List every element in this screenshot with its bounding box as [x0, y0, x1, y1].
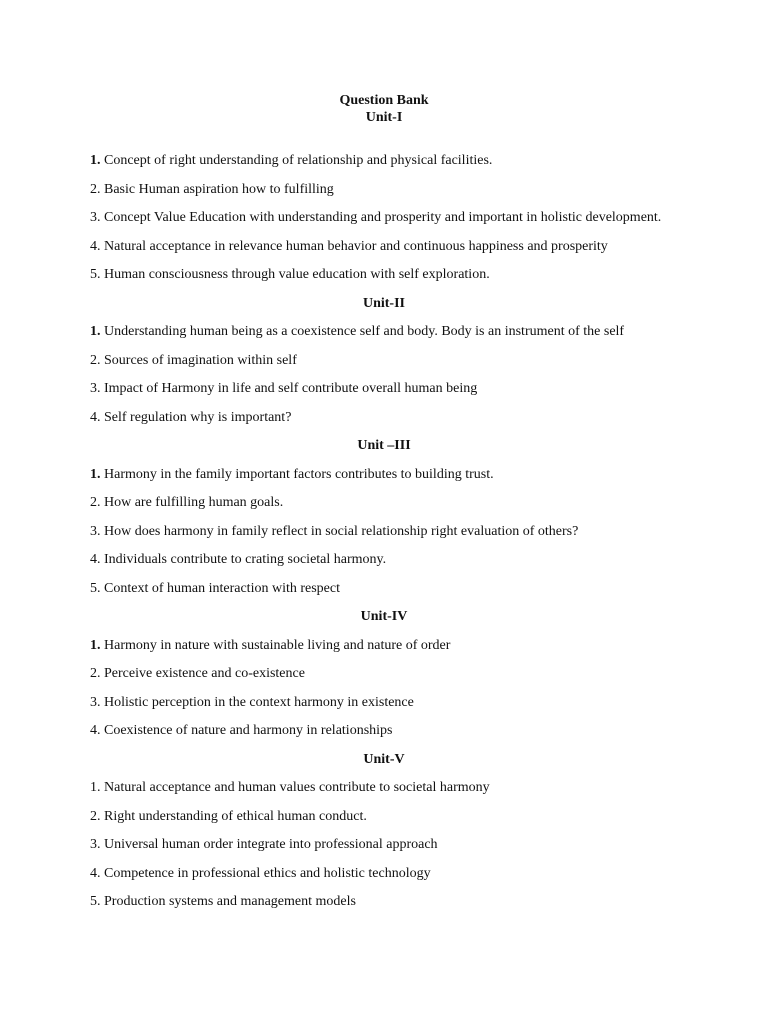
question-text: Universal human order integrate into professional approach [104, 837, 438, 852]
question-text: Understanding human being as a coexistence self and body. Body is an instrument of the self [104, 324, 625, 339]
question-item [90, 807, 710, 836]
question-number: 3. [90, 837, 101, 852]
unit-i-heading: Unit-I [365, 110, 403, 125]
question-item [90, 180, 710, 209]
question-text: Self regulation why is important? [104, 409, 292, 425]
question-item [90, 493, 710, 522]
question-text: Impact of Harmony in life and self contribute overall human being [104, 381, 478, 396]
question-number: 2. [90, 808, 101, 824]
question-number: 5. [90, 580, 101, 596]
question-item [90, 151, 710, 180]
question-text: Coexistence of nature and harmony in relationships [104, 723, 393, 738]
question-item [90, 664, 710, 693]
question-text: Competence in professional ethics and holistic technology [104, 865, 431, 881]
question-item [90, 636, 710, 665]
question-number: 4. [90, 238, 101, 254]
document-title: Question Bank [339, 93, 429, 108]
question-text: Human consciousness through value education with self exploration. [104, 267, 490, 282]
question-number: 1. [90, 637, 101, 653]
question-number: 4. [90, 409, 101, 425]
question-number: 3. [90, 210, 101, 225]
question-number: 2. [90, 352, 101, 368]
question-list [90, 151, 710, 921]
question-text: Holistic perception in the context harmony in existence [104, 694, 414, 710]
question-number: 5. [90, 267, 101, 282]
question-number: 3. [90, 381, 101, 396]
question-text: Concept Value Education with understanding and prosperity and important in holistic development. [104, 210, 662, 225]
question-text: Natural acceptance and human values contribute to societal harmony [104, 780, 490, 795]
question-text: Perceive existence and co-existence [104, 666, 305, 681]
question-item [90, 522, 710, 551]
question-item [90, 778, 710, 807]
question-item [90, 721, 710, 750]
question-text: Natural acceptance in relevance human behavior and continuous happiness and prosperity [104, 238, 608, 254]
question-item [90, 237, 710, 266]
question-text: How are fulfilling human goals. [104, 495, 284, 510]
question-item [90, 408, 710, 437]
question-item [90, 379, 710, 408]
question-number: 1. [90, 153, 101, 168]
question-item [90, 892, 710, 921]
document-header [0, 92, 768, 126]
question-item [90, 579, 710, 608]
unit-heading: Unit-II [362, 295, 405, 311]
question-text: Sources of imagination within self [104, 352, 297, 368]
question-item [90, 322, 710, 351]
question-item [90, 351, 710, 380]
question-text: Right understanding of ethical human conduct. [104, 808, 367, 824]
question-number: 4. [90, 723, 101, 738]
question-text: Individuals contribute to crating societal harmony. [104, 552, 387, 567]
question-number: 1. [90, 466, 101, 482]
question-text: Context of human interaction with respect [104, 580, 340, 596]
question-number: 2. [90, 666, 101, 681]
question-text: Concept of right understanding of relationship and physical facilities. [104, 153, 493, 168]
question-item [90, 550, 710, 579]
question-text: Harmony in the family important factors contributes to building trust. [104, 466, 494, 482]
question-number: 3. [90, 523, 101, 539]
question-number: 2. [90, 181, 101, 197]
question-text: Harmony in nature with sustainable living and nature of order [104, 637, 451, 653]
question-item [90, 265, 710, 294]
question-item [90, 864, 710, 893]
question-text: Production systems and management models [104, 894, 356, 909]
question-number: 3. [90, 694, 101, 710]
question-text: Basic Human aspiration how to fulfilling [104, 181, 334, 197]
question-item [90, 835, 710, 864]
unit-heading: Unit –III [357, 438, 411, 453]
question-number: 1. [90, 780, 101, 795]
question-item [90, 693, 710, 722]
question-number: 1. [90, 324, 101, 339]
question-item [90, 465, 710, 494]
unit-heading: Unit-IV [360, 609, 408, 624]
question-text: How does harmony in family reflect in social relationship right evaluation of others? [104, 523, 579, 539]
question-number: 2. [90, 495, 101, 510]
unit-heading: Unit-V [363, 751, 405, 767]
question-number: 4. [90, 552, 101, 567]
question-number: 4. [90, 865, 101, 881]
question-item [90, 208, 710, 237]
question-number: 5. [90, 894, 101, 909]
